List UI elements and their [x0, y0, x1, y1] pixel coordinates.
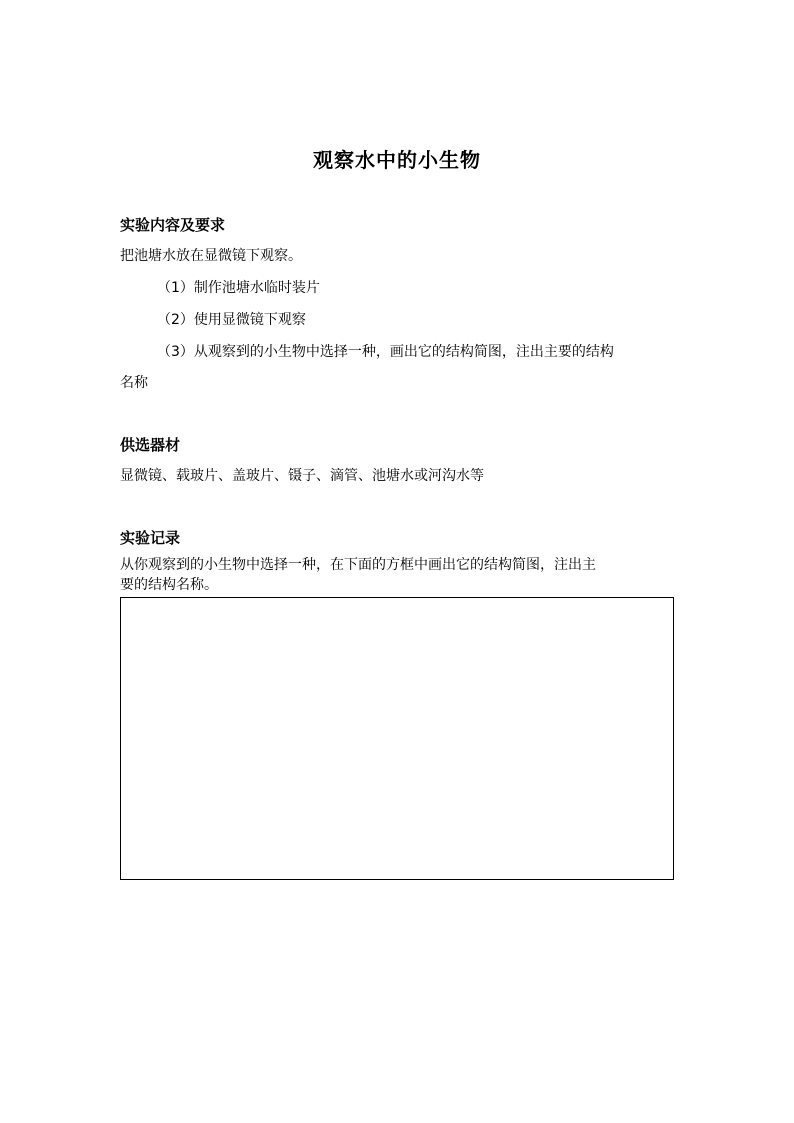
step-2: （2）使用显微镜下观察	[157, 312, 306, 328]
drawing-box[interactable]	[120, 597, 674, 880]
step-3	[120, 342, 680, 362]
materials-list: 显微镜、载玻片、盖玻片、镊子、滴管、池塘水或河沟水等	[120, 468, 484, 484]
page-title: 观察水中的小生物	[313, 148, 481, 172]
step-1: （1）制作池塘水临时装片	[157, 280, 320, 296]
requirements-heading: 实验内容及要求	[120, 216, 226, 234]
step-3-line-1: （3）从观察到的小生物中选择一种，画出它的结构简图，注出主要的结构	[157, 344, 614, 360]
step-3-line-2: 名称	[120, 375, 148, 391]
record-heading: 实验记录	[120, 529, 181, 547]
materials-heading: 供选器材	[120, 436, 181, 454]
record-instruction-line-2: 要的结构名称。	[120, 577, 218, 593]
record-instruction-line-1: 从你观察到的小生物中选择一种，在下面的方框中画出它的结构简图，注出主	[120, 557, 596, 573]
requirements-intro: 把池塘水放在显微镜下观察。	[120, 248, 302, 264]
